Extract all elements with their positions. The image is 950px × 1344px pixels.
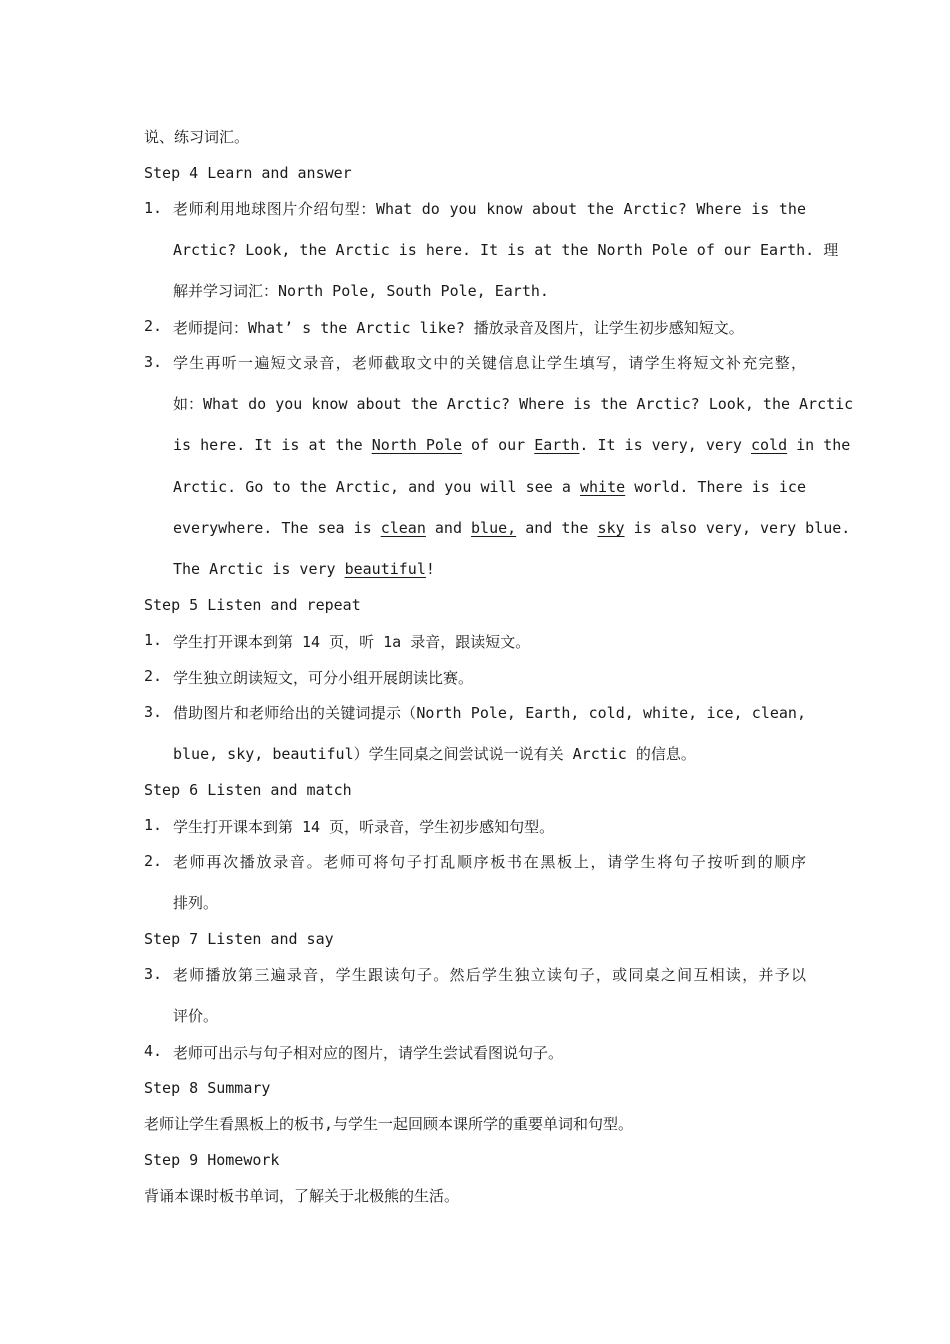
blank-answer: clean [380,519,426,537]
item-number: 3. [144,965,163,983]
blank-answer: beautiful [344,560,426,578]
passage-line: Arctic. Go to the Arctic, and you will see a white world. There is ice [173,478,806,496]
item-number: 3. [144,353,163,371]
item-text: 学生打开课本到第 14 页，听 1a 录音，跟读短文。 [173,633,531,651]
item-text: 老师提问：What’ s the Arctic like? 播放录音及图片，让学生初步感知短文。 [173,319,744,337]
passage-line: everywhere. The sea is clean and blue, and the sky is also very, very blue. [173,519,851,537]
step8-text: 老师让学生看黑板上的板书,与学生一起回顾本课所学的重要单词和句型。 [144,1115,634,1133]
step9-text: 背诵本课时板书单词，了解关于北极熊的生活。 [144,1187,460,1205]
item-number: 4. [144,1042,163,1060]
blank-answer: white [579,478,626,496]
item-number: 2. [144,667,163,685]
item-number: 1. [144,816,163,834]
item-number: 1. [144,631,163,649]
item-number: 2. [144,852,163,870]
blank-answer: blue, [471,519,517,537]
blank-answer: cold [751,436,788,454]
item-number: 2. [144,317,163,335]
item-text-line: 评价。 [173,1007,219,1025]
item-number: 3. [144,703,163,721]
item-text-line: 解并学习词汇：North Pole, South Pole, Earth. [173,282,549,300]
blank-answer: sky [597,519,625,537]
step7-heading: Step 7 Listen and say [144,930,334,948]
blank-answer: Earth [534,436,580,454]
intro-text: 说、练习词汇。 [144,128,250,146]
passage-line: The Arctic is very beautiful! [173,560,435,578]
item-text-line: 借助图片和老师给出的关键词提示（North Pole, Earth, cold, white, ice, clean, [173,704,806,722]
step4-heading: Step 4 Learn and answer [144,164,352,182]
item-text-line: Arctic? Look, the Arctic is here. It is at the North Pole of our Earth. 理 [173,241,839,259]
item-text-line: 老师播放第三遍录音，学生跟读句子。然后学生独立读句子，或同桌之间互相读，并予以 [173,966,806,984]
item-text-line: blue, sky, beautiful）学生同桌之间尝试说一说有关 Arctic 的信息。 [173,745,696,763]
step6-heading: Step 6 Listen and match [144,781,352,799]
step5-heading: Step 5 Listen and repeat [144,596,361,614]
item-text-line: 学生再听一遍短文录音，老师截取文中的关键信息让学生填写，请学生将短文补充完整， [173,354,806,372]
item-text-line: 老师再次播放录音。老师可将句子打乱顺序板书在黑板上，请学生将句子按听到的顺序 [173,853,806,871]
item-text: 学生独立朗读短文，可分小组开展朗读比赛。 [173,669,474,687]
item-number: 1. [144,199,163,217]
blank-answer: North Pole [371,436,462,454]
step9-heading: Step 9 Homework [144,1151,280,1169]
item-text-line: 老师利用地球图片介绍句型：What do you know about the Arctic? Where is the [173,200,806,218]
item-text: 老师可出示与句子相对应的图片，请学生尝试看图说句子。 [173,1044,564,1062]
item-text: 学生打开课本到第 14 页，听录音，学生初步感知句型。 [173,818,555,836]
item-text-line: 排列。 [173,894,219,912]
step8-heading: Step 8 Summary [144,1079,271,1097]
item-text-line: 如：What do you know about the Arctic? Where is the Arctic? Look, the Arctic [173,395,854,413]
passage-line: is here. It is at the North Pole of our Earth. It is very, very cold in the [173,436,851,454]
